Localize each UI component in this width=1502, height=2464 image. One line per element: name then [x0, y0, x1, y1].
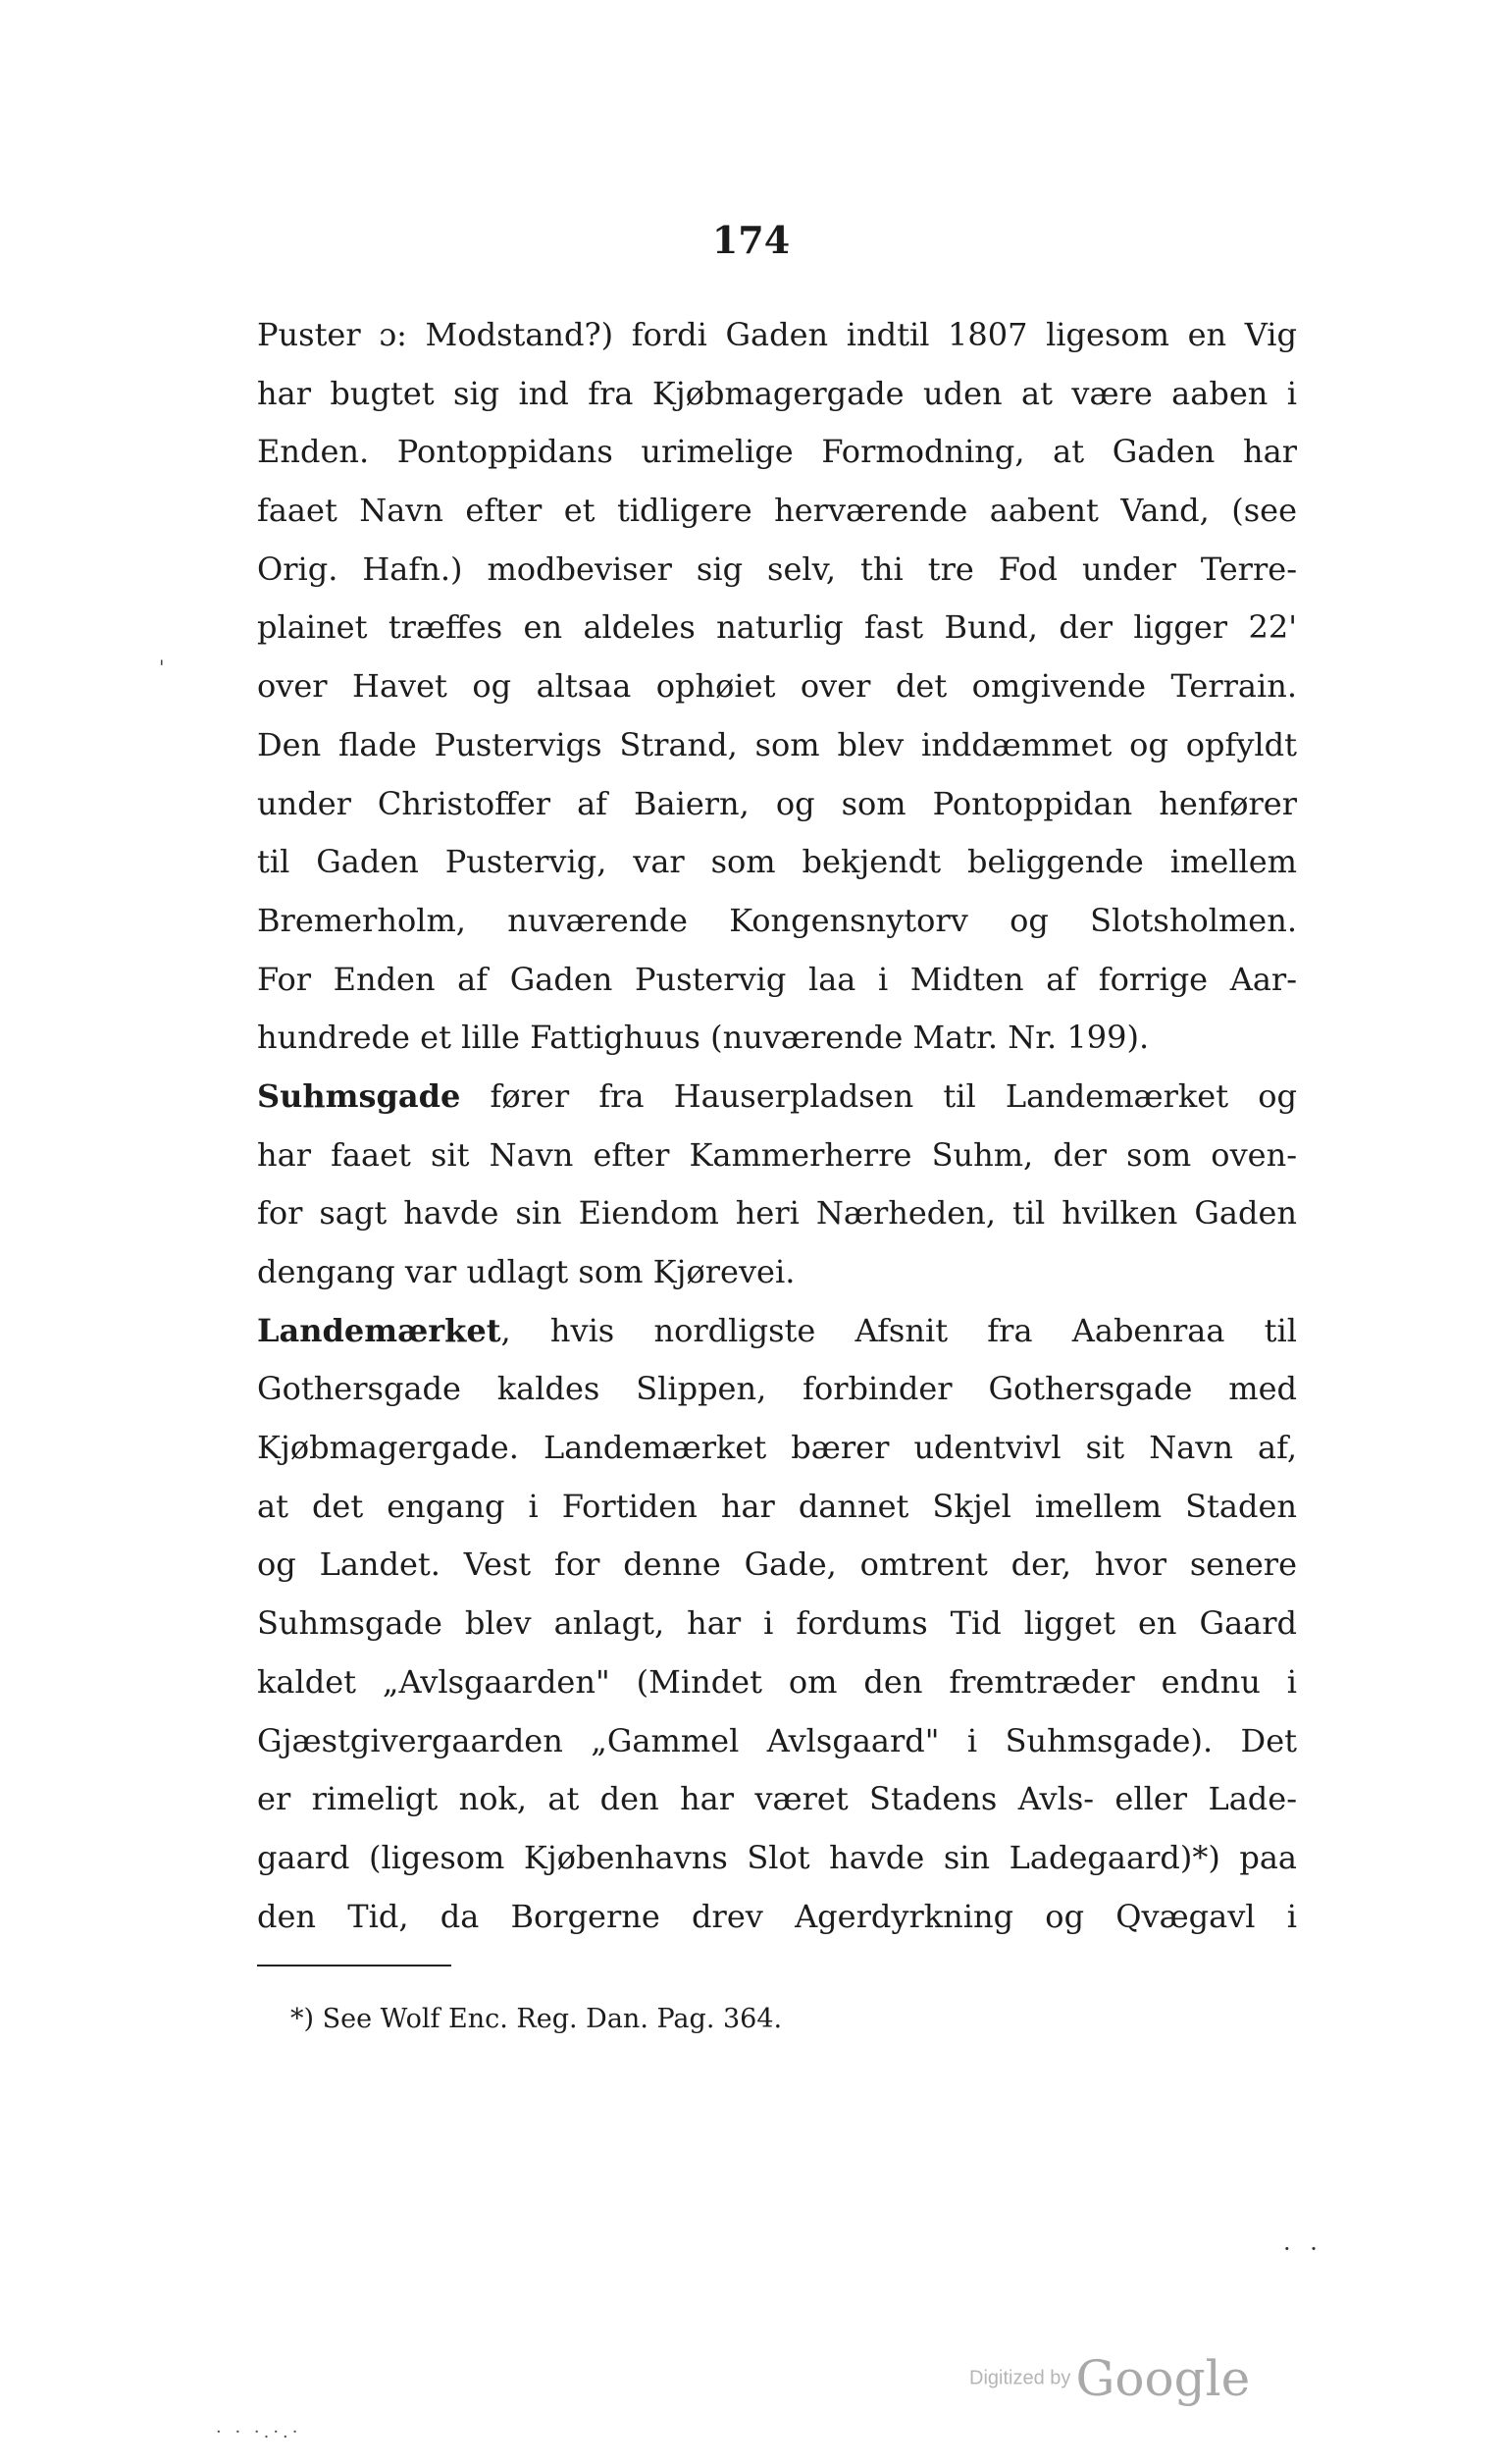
landemaerket-line-4: at det engang i Fortiden har dannet Skjel imellem Staden — [257, 1487, 1297, 1525]
suhmsgade-line-3: for sagt havde sin Eiendom heri Nærheden, til hvilken Gaden — [257, 1194, 1297, 1232]
bottom-marks: · · ·.·.· — [216, 2422, 302, 2442]
landemaerket-first-line — [257, 1302, 1297, 1361]
body-line-12: For Enden af Gaden Pustervig laa i Midten af forrige Aar- — [257, 960, 1297, 998]
suhmsgade-line-2: har faaet sit Navn efter Kammerherre Suhm, der som oven- — [257, 1135, 1297, 1174]
body-text — [257, 306, 1297, 1946]
landemaerket-first-rest: , hvis nordligste Afsnit fra Aabenraa til — [500, 1311, 1297, 1349]
landemaerket-line-5: og Landet. Vest for denne Gade, omtrent der, hvor senere — [257, 1546, 1297, 1584]
body-line-9: under Christoffer af Baiern, og som Pontoppidan henfører — [257, 784, 1297, 822]
body-line-11: Bremerholm, nuværende Kongensnytorv og Slotsholmen. — [257, 901, 1297, 939]
body-line-2: har bugtet sig ind fra Kjøbmagergade uden at være aaben i — [257, 374, 1297, 412]
suhmsgade-first-rest: fører fra Hauserpladsen til Landemærket og — [460, 1076, 1297, 1115]
body-line-3: Enden. Pontoppidans urimelige Formodning, at Gaden har — [257, 433, 1297, 471]
landemaerket-line-7: kaldet „Avlsgaarden" (Mindet om den fremtræder endnu i — [257, 1662, 1297, 1701]
suhmsgade-first-line — [257, 1068, 1297, 1127]
body-line-6: plainet træffes en aldeles naturlig fast Bund, der ligger 22' — [257, 608, 1297, 647]
landemaerket-line-6: Suhmsgade blev anlagt, har i fordums Tid ligget en Gaard — [257, 1604, 1297, 1643]
body-line-8: Den flade Pustervigs Strand, som blev inddæmmet og opfyldt — [257, 725, 1297, 763]
body-line-1: Puster ɔ: Modstand?) fordi Gaden indtil 1807 ligesom en Vig — [257, 316, 1297, 353]
footnote: *) See Wolf Enc. Reg. Dan. Pag. 364. — [290, 2004, 783, 2034]
body-line-5: Orig. Hafn.) modbeviser sig selv, thi tre Fod under Terre- — [257, 550, 1297, 588]
landemaerket-line-9: er rimeligt nok, at den har været Stadens Avls- eller Lade- — [257, 1780, 1297, 1818]
footnote-rule — [257, 1965, 451, 1966]
body-line-4: faaet Navn efter et tidligere herværende aabent Vand, (see — [257, 492, 1297, 530]
suhmsgade-line-4: dengang var udlagt som Kjørevei. — [257, 1253, 796, 1290]
digitized-prefix: Digitized by — [969, 2367, 1071, 2389]
google-logo: Google — [1075, 2350, 1251, 2407]
digitized-watermark — [969, 2350, 1250, 2407]
landemaerket-line-3: Kjøbmagergade. Landemærket bærer udentvivl sit Navn af, — [257, 1429, 1297, 1467]
body-line-13: hundrede et lille Fattighuus (nuværende Matr. Nr. 199). — [257, 1019, 1150, 1057]
landemaerket-line-10: gaard (ligesom Kjøbenhavns Slot havde sin Ladegaard)*) paa — [257, 1838, 1297, 1876]
landemaerket-line-11: den Tid, da Borgerne drev Agerdyrkning og Qvægavl i — [257, 1897, 1297, 1935]
suhmsgade-term: Suhmsgade — [257, 1076, 461, 1115]
page-number: 174 — [711, 218, 791, 262]
body-line-7: over Havet og altsaa ophøiet over det omgivende Terrain. — [257, 667, 1297, 706]
body-line-10: til Gaden Pustervig, var som bekjendt beliggende imellem — [257, 843, 1297, 881]
landemaerket-line-8: Gjæstgivergaarden „Gammel Avlsgaard" i Suhmsgade). Det — [257, 1721, 1297, 1759]
margin-mark: ' — [159, 655, 165, 679]
stray-marks: · · — [1283, 2235, 1323, 2263]
landemaerket-line-2: Gothersgade kaldes Slippen, forbinder Gothersgade med — [257, 1370, 1297, 1408]
landemaerket-term: Landemærket — [257, 1311, 501, 1349]
